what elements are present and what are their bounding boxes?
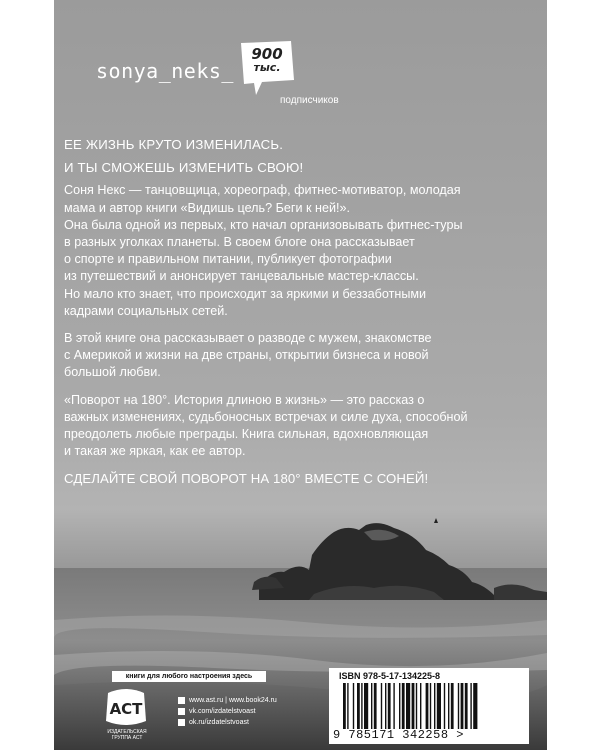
barcode-bar [458, 683, 459, 729]
barcode-bar [357, 683, 360, 729]
paragraph-2 [64, 330, 534, 382]
text-line: «Поворот на 180°. История длиною в жизнь» — это рассказ о [64, 392, 425, 407]
text-line: мама и автор книги «Видишь цель? Беги к ней!». [64, 200, 350, 215]
text-line: преодолеть любые преграды. Книга сильная, вдохновляющая [64, 427, 429, 442]
publisher-logo-icon [102, 687, 150, 729]
barcode-bar [420, 683, 421, 729]
vk-icon [178, 708, 185, 715]
annotation-text [64, 136, 534, 498]
paragraph-3 [64, 392, 534, 461]
web-link[interactable]: www.ast.ru | www.book24.ru [189, 697, 277, 704]
vk-link[interactable]: vk.com/izdatelstvoast [189, 708, 256, 715]
barcode-bar [347, 683, 348, 729]
headline-1: ЕЕ ЖИЗНЬ КРУТО ИЗМЕНИЛАСЬ. [64, 137, 284, 152]
barcode-icon [343, 683, 519, 729]
headline-2: И ТЫ СМОЖЕШЬ ИЗМЕНИТЬ СВОЮ! [64, 160, 304, 176]
barcode-bar [385, 683, 386, 729]
author-handle: sonya_neks_ [96, 59, 234, 83]
barcode-bar [461, 683, 464, 729]
barcode-bar [426, 683, 429, 729]
text-line: кадрами социальных сетей. [64, 303, 228, 318]
barcode-bar [451, 683, 454, 729]
text-line: В этой книге она рассказывает о разводе с мужем, знакомстве [64, 331, 432, 346]
barcode-bar [406, 683, 410, 729]
web-icon [178, 697, 185, 704]
closing-call: СДЕЛАЙТЕ СВОЙ ПОВОРОТ НА 180° ВМЕСТЕ С СОНЕЙ! [64, 471, 429, 487]
barcode-bar [381, 683, 382, 729]
barcode-bar [343, 683, 346, 729]
web-row [178, 695, 277, 706]
text-line: о спорте и правильном питании, публикует фотографии [64, 252, 392, 267]
book-back-cover [54, 0, 547, 750]
text-line: и такая же яркая, как ее автор. [64, 444, 246, 459]
barcode-bar [393, 683, 394, 729]
vk-row [178, 706, 277, 717]
tagline-strip: книги для любого настроения здесь [112, 671, 266, 682]
ok-row [178, 717, 277, 728]
barcode-bar [353, 683, 354, 729]
text-line: из путешествий и анонсирует танцевальные мастер-классы. [64, 269, 419, 284]
text-line: с Америкой и жизни на две страны, открытии бизнеса и новой [64, 348, 429, 363]
barcode-bar [416, 683, 417, 729]
barcode-bar [388, 683, 391, 729]
barcode-bar [430, 683, 431, 729]
publisher-logo-text: ACT [109, 700, 143, 718]
barcode-bar [399, 683, 400, 729]
barcode-bar [444, 683, 445, 729]
barcode-bar [434, 683, 435, 729]
barcode-bar [473, 683, 477, 729]
barcode-bar [412, 683, 415, 729]
text-line: Но мало кто знает, что происходит за яркими и беззаботными [64, 286, 427, 301]
isbn-label: ISBN 978-5-17-134225-8 [339, 671, 441, 681]
ok-link[interactable]: ok.ru/izdatelstvoast [189, 719, 249, 726]
badge-caption: подписчиков [280, 95, 339, 106]
badge-unit: тыс. [253, 61, 281, 74]
publisher-caption: ИЗДАТЕЛЬСКАЯ ГРУППА АСТ [107, 729, 147, 741]
barcode-bar [465, 683, 468, 729]
barcode-bar [374, 683, 377, 729]
text-line: большой любви. [64, 365, 161, 380]
isbn-digits: 9 785171 342258 > [333, 728, 464, 742]
text-line: важных изменениях, судьбоносных встречах и силе духа, способной [64, 409, 468, 424]
subscribers-badge [238, 40, 339, 108]
ok-icon [178, 719, 185, 726]
barcode-bar [448, 683, 449, 729]
isbn-barcode-block [329, 668, 529, 744]
barcode-bar [361, 683, 362, 729]
text-line: в разных уголках планеты. В своем блоге она рассказывает [64, 235, 415, 250]
text-line: Она была одной из первых, кто начал организовывать фитнес-туры [64, 217, 463, 232]
barcode-bar [470, 683, 471, 729]
barcode-bar [364, 683, 368, 729]
barcode-bar [402, 683, 405, 729]
badge-number: 900 [251, 45, 283, 63]
publisher-links [178, 695, 277, 728]
text-line: Соня Некс — танцовщица, хореограф, фитнес-мотиватор, молодая [64, 183, 461, 198]
paragraph-1 [64, 182, 534, 320]
barcode-bar [437, 683, 441, 729]
barcode-bar [371, 683, 372, 729]
